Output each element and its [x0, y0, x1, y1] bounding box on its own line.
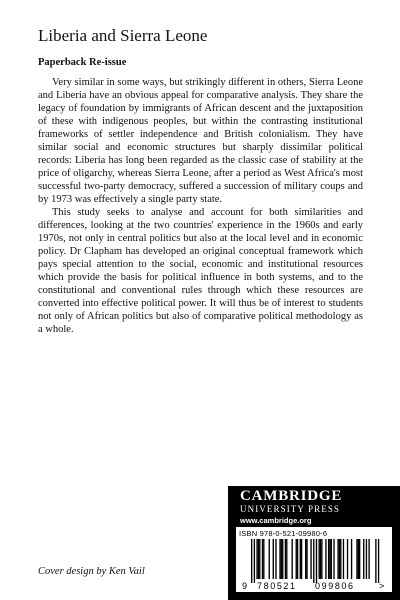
barcode-bar — [300, 539, 301, 579]
barcode-bar — [325, 539, 326, 579]
barcode-bar — [254, 539, 255, 583]
barcode-quiet-mark: > — [379, 581, 385, 591]
barcode-bar — [310, 539, 311, 579]
barcode-bar — [340, 539, 341, 579]
barcode-bar — [259, 539, 260, 579]
barcode-bar — [286, 539, 287, 579]
publisher-url: www.cambridge.org — [240, 516, 312, 525]
barcode-bar — [329, 539, 330, 579]
barcode-bar — [347, 539, 348, 579]
barcode-left-group: 780521 — [257, 581, 297, 591]
barcode-bar — [269, 539, 270, 579]
barcode-bar — [282, 539, 283, 579]
barcode-bar — [339, 539, 340, 579]
barcode-bar — [306, 539, 307, 579]
barcode-bar — [256, 539, 257, 579]
barcode-bar — [351, 539, 352, 579]
barcode-bar — [321, 539, 322, 579]
barcode-bar — [262, 539, 263, 579]
barcode-panel — [236, 527, 392, 592]
barcode-bar — [319, 539, 320, 579]
barcode-bar — [301, 539, 302, 579]
publisher-name: CAMBRIDGE — [240, 488, 343, 504]
blurb — [38, 76, 363, 336]
barcode-bar — [378, 539, 379, 583]
barcode-bar — [263, 539, 264, 579]
edition-note: Paperback Re-issue — [38, 57, 127, 68]
barcode-bar — [337, 539, 338, 579]
book-title: Liberia and Sierra Leone — [38, 26, 208, 45]
barcode-bar — [305, 539, 306, 579]
barcode-bar — [343, 539, 344, 579]
barcode-bar — [366, 539, 367, 579]
barcode-bar — [331, 539, 332, 579]
blurb-paragraph-2: This study seeks to analyse and account for both similarities and differences, looking at the two countries' experience in the 1960s and early 1970s, not only in central politics but also at the local level and in economic policy. Dr Clapham has developed an original conceptual framework which pays special attention to the social, economic and institutional resources which provide the basis for political influence in both systems, and to the constitutional and conventional rules through which these resources are converted into effective political power. It will thus be of interest to students not only of African politics but also of comparative political methodology as a whole. — [38, 207, 363, 335]
barcode-bar — [292, 539, 293, 579]
barcode-bar — [375, 539, 376, 583]
barcode-bars — [251, 539, 379, 583]
barcode-bar — [297, 539, 298, 579]
barcode-bar — [356, 539, 357, 579]
barcode-bar — [281, 539, 282, 579]
isbn-label: ISBN 978-0-521-09980-6 — [239, 529, 328, 538]
barcode-bar — [279, 539, 280, 579]
barcode-bar — [363, 539, 364, 579]
barcode-bar — [368, 539, 369, 579]
barcode-bar — [313, 539, 314, 583]
barcode-bar — [258, 539, 259, 579]
barcode-bar — [273, 539, 274, 579]
barcode-bar — [251, 539, 252, 583]
barcode-bar — [320, 539, 321, 579]
barcode-bar — [316, 539, 317, 583]
barcode-bar — [296, 539, 297, 579]
barcode-bar — [359, 539, 360, 579]
publisher-subname: UNIVERSITY PRESS — [240, 504, 341, 514]
barcode-right-group: 099806 — [315, 581, 355, 591]
barcode — [239, 539, 389, 591]
barcode-bar — [285, 539, 286, 579]
cover-credit: Cover design by Ken Vail — [38, 566, 145, 577]
barcode-lead-digit: 9 — [242, 581, 248, 591]
barcode-bar — [328, 539, 329, 579]
barcode-bar — [275, 539, 276, 579]
barcode-bar — [358, 539, 359, 579]
barcode-bar — [333, 539, 334, 579]
blurb-paragraph-1: Very similar in some ways, but strikingly different in others, Sierra Leone and Liberia have an obvious appeal for comparative analysis. They share the legacy of foundation by immigrants of African descent and the juxtaposition of these with indigenous peoples, but within the contrasting institutional frameworks of settler independence and British colonialism. They have similar social and economic structures but sharply dissimilar political records: Liberia has long been regarded as the classic case of stability at the price of oligarchy, whereas Sierra Leone, after a period as West Africa's most successful two-party democracy, suffered a succession of military coups and by 1973 was effectively a single party state. — [38, 77, 363, 205]
